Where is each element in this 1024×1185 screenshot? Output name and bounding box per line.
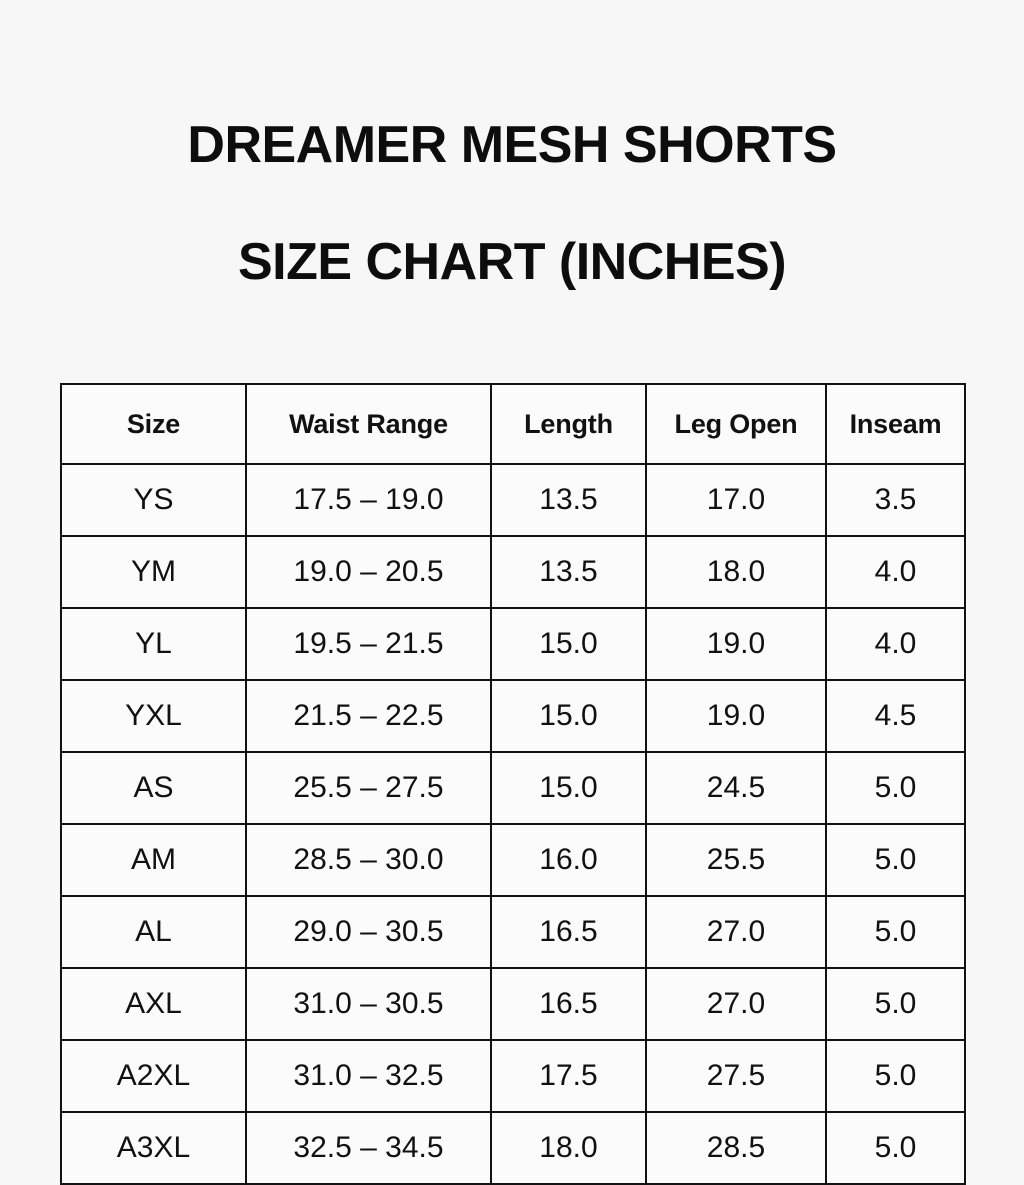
table-row (61, 824, 965, 896)
cell-size: A3XL (61, 1112, 246, 1184)
cell-size: AS (61, 752, 246, 824)
cell-size: AM (61, 824, 246, 896)
cell-inseam: 5.0 (826, 968, 965, 1040)
column-header-inseam: Inseam (826, 384, 965, 464)
cell-length: 16.5 (491, 968, 646, 1040)
table-row (61, 752, 965, 824)
cell-waist-range: 31.0 – 30.5 (246, 968, 491, 1040)
cell-inseam: 4.5 (826, 680, 965, 752)
column-header-waist-range: Waist Range (246, 384, 491, 464)
cell-inseam: 5.0 (826, 896, 965, 968)
cell-leg-open: 24.5 (646, 752, 826, 824)
cell-inseam: 5.0 (826, 824, 965, 896)
cell-leg-open: 19.0 (646, 680, 826, 752)
table-header (61, 384, 965, 464)
cell-inseam: 4.0 (826, 608, 965, 680)
table-row (61, 1040, 965, 1112)
cell-inseam: 5.0 (826, 752, 965, 824)
size-chart-table (60, 383, 966, 1185)
cell-waist-range: 31.0 – 32.5 (246, 1040, 491, 1112)
cell-length: 15.0 (491, 608, 646, 680)
cell-length: 17.5 (491, 1040, 646, 1112)
table-header-row (61, 384, 965, 464)
page-title-line-1: DREAMER MESH SHORTS (187, 116, 837, 175)
table-row (61, 680, 965, 752)
cell-leg-open: 18.0 (646, 536, 826, 608)
cell-length: 18.0 (491, 1112, 646, 1184)
cell-size: YL (61, 608, 246, 680)
table-body (61, 464, 965, 1184)
table-row (61, 608, 965, 680)
cell-inseam: 4.0 (826, 536, 965, 608)
size-chart-table-wrap (60, 383, 964, 1185)
cell-leg-open: 27.0 (646, 896, 826, 968)
cell-waist-range: 19.0 – 20.5 (246, 536, 491, 608)
cell-leg-open: 17.0 (646, 464, 826, 536)
cell-waist-range: 25.5 – 27.5 (246, 752, 491, 824)
cell-waist-range: 21.5 – 22.5 (246, 680, 491, 752)
cell-size: AXL (61, 968, 246, 1040)
cell-length: 13.5 (491, 464, 646, 536)
cell-length: 16.5 (491, 896, 646, 968)
cell-inseam: 3.5 (826, 464, 965, 536)
cell-length: 15.0 (491, 752, 646, 824)
cell-waist-range: 28.5 – 30.0 (246, 824, 491, 896)
cell-waist-range: 29.0 – 30.5 (246, 896, 491, 968)
table-row (61, 896, 965, 968)
cell-inseam: 5.0 (826, 1112, 965, 1184)
cell-waist-range: 17.5 – 19.0 (246, 464, 491, 536)
cell-size: A2XL (61, 1040, 246, 1112)
cell-length: 15.0 (491, 680, 646, 752)
cell-length: 16.0 (491, 824, 646, 896)
cell-leg-open: 19.0 (646, 608, 826, 680)
cell-leg-open: 27.5 (646, 1040, 826, 1112)
cell-leg-open: 27.0 (646, 968, 826, 1040)
cell-size: YM (61, 536, 246, 608)
cell-waist-range: 19.5 – 21.5 (246, 608, 491, 680)
cell-leg-open: 25.5 (646, 824, 826, 896)
table-row (61, 536, 965, 608)
cell-length: 13.5 (491, 536, 646, 608)
cell-inseam: 5.0 (826, 1040, 965, 1112)
table-row (61, 1112, 965, 1184)
page-title (187, 58, 836, 349)
table-row (61, 968, 965, 1040)
page-title-line-2: SIZE CHART (INCHES) (237, 232, 787, 291)
cell-size: YXL (61, 680, 246, 752)
column-header-leg-open: Leg Open (646, 384, 826, 464)
cell-waist-range: 32.5 – 34.5 (246, 1112, 491, 1184)
column-header-length: Length (491, 384, 646, 464)
cell-size: YS (61, 464, 246, 536)
cell-size: AL (61, 896, 246, 968)
column-header-size: Size (61, 384, 246, 464)
cell-leg-open: 28.5 (646, 1112, 826, 1184)
table-row (61, 464, 965, 536)
